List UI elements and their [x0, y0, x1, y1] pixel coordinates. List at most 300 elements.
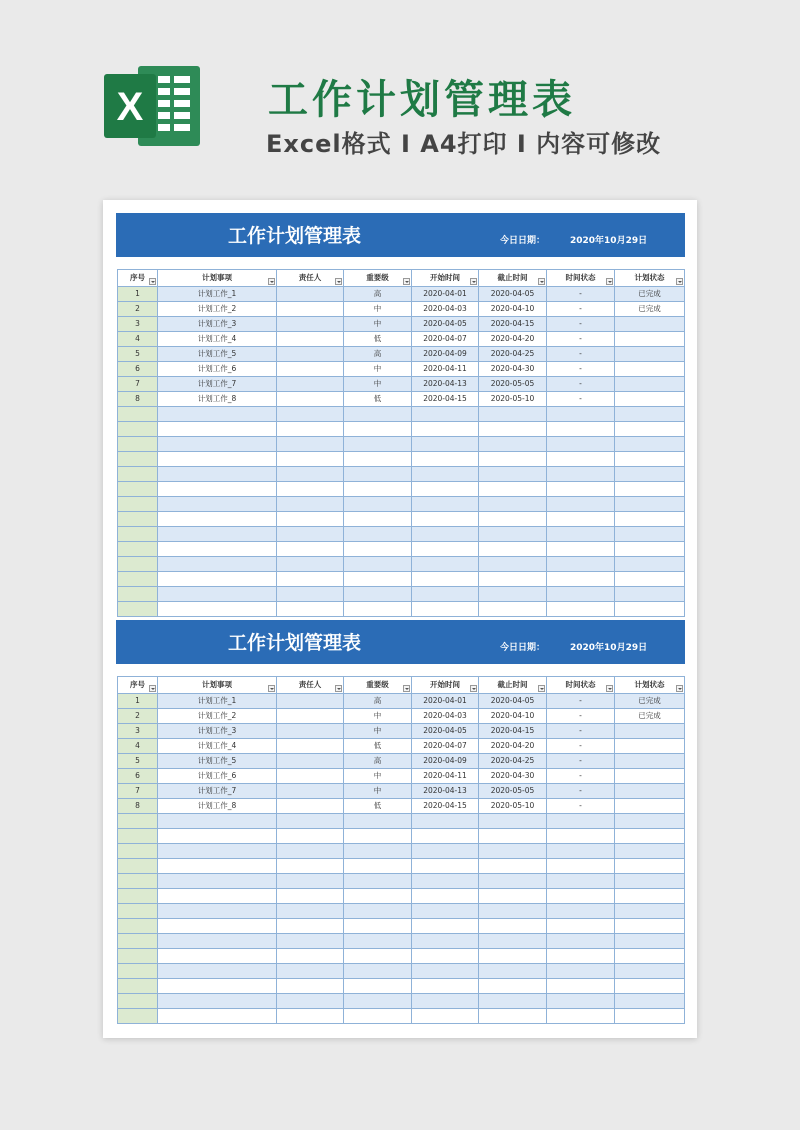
empty-cell[interactable]	[344, 587, 412, 602]
empty-cell[interactable]	[615, 497, 685, 512]
priority-cell[interactable]: 低	[344, 332, 412, 347]
empty-cell[interactable]	[547, 497, 615, 512]
empty-cell[interactable]	[344, 572, 412, 587]
empty-cell[interactable]	[158, 542, 277, 557]
priority-cell[interactable]: 高	[344, 694, 412, 709]
end-date-cell[interactable]: 2020-04-05	[479, 694, 547, 709]
filter-dropdown-icon[interactable]	[335, 278, 342, 285]
empty-cell[interactable]	[547, 527, 615, 542]
empty-cell[interactable]	[277, 557, 344, 572]
plan-item-cell[interactable]: 计划工作_4	[158, 739, 277, 754]
time-status-cell[interactable]: -	[547, 739, 615, 754]
row-index-cell[interactable]: 7	[118, 784, 158, 799]
empty-cell[interactable]	[344, 919, 412, 934]
plan-item-cell[interactable]: 计划工作_8	[158, 392, 277, 407]
empty-cell[interactable]	[277, 437, 344, 452]
priority-cell[interactable]: 中	[344, 784, 412, 799]
empty-cell[interactable]	[479, 829, 547, 844]
priority-cell[interactable]: 高	[344, 754, 412, 769]
empty-cell[interactable]	[158, 572, 277, 587]
empty-cell[interactable]	[412, 422, 479, 437]
plan-item-cell[interactable]: 计划工作_3	[158, 724, 277, 739]
empty-cell[interactable]	[118, 527, 158, 542]
empty-cell[interactable]	[547, 437, 615, 452]
empty-cell[interactable]	[277, 512, 344, 527]
empty-cell[interactable]	[118, 964, 158, 979]
plan-item-cell[interactable]: 计划工作_4	[158, 332, 277, 347]
empty-cell[interactable]	[277, 949, 344, 964]
owner-cell[interactable]	[277, 287, 344, 302]
plan-status-cell[interactable]: 已完成	[615, 694, 685, 709]
filter-dropdown-icon[interactable]	[538, 278, 545, 285]
empty-cell[interactable]	[344, 844, 412, 859]
empty-cell[interactable]	[277, 904, 344, 919]
empty-cell[interactable]	[118, 814, 158, 829]
plan-item-cell[interactable]: 计划工作_2	[158, 302, 277, 317]
priority-cell[interactable]: 中	[344, 377, 412, 392]
empty-cell[interactable]	[615, 919, 685, 934]
owner-cell[interactable]	[277, 392, 344, 407]
end-date-cell[interactable]: 2020-05-05	[479, 784, 547, 799]
empty-cell[interactable]	[547, 874, 615, 889]
time-status-cell[interactable]: -	[547, 287, 615, 302]
plan-item-cell[interactable]: 计划工作_3	[158, 317, 277, 332]
plan-status-cell[interactable]	[615, 769, 685, 784]
empty-cell[interactable]	[412, 452, 479, 467]
empty-cell[interactable]	[277, 467, 344, 482]
empty-cell[interactable]	[547, 814, 615, 829]
empty-cell[interactable]	[547, 949, 615, 964]
owner-cell[interactable]	[277, 694, 344, 709]
empty-cell[interactable]	[158, 482, 277, 497]
priority-cell[interactable]: 中	[344, 302, 412, 317]
empty-cell[interactable]	[547, 889, 615, 904]
empty-cell[interactable]	[344, 934, 412, 949]
start-date-cell[interactable]: 2020-04-11	[412, 769, 479, 784]
empty-cell[interactable]	[479, 527, 547, 542]
empty-cell[interactable]	[158, 964, 277, 979]
plan-item-cell[interactable]: 计划工作_5	[158, 347, 277, 362]
empty-cell[interactable]	[118, 874, 158, 889]
empty-cell[interactable]	[412, 557, 479, 572]
filter-dropdown-icon[interactable]	[538, 685, 545, 692]
empty-cell[interactable]	[615, 814, 685, 829]
empty-cell[interactable]	[547, 904, 615, 919]
empty-cell[interactable]	[547, 1009, 615, 1024]
empty-cell[interactable]	[277, 829, 344, 844]
empty-cell[interactable]	[158, 587, 277, 602]
end-date-cell[interactable]: 2020-04-25	[479, 347, 547, 362]
empty-cell[interactable]	[547, 452, 615, 467]
empty-cell[interactable]	[479, 407, 547, 422]
empty-cell[interactable]	[479, 874, 547, 889]
empty-cell[interactable]	[547, 979, 615, 994]
filter-dropdown-icon[interactable]	[676, 278, 683, 285]
empty-cell[interactable]	[615, 512, 685, 527]
filter-dropdown-icon[interactable]	[606, 685, 613, 692]
empty-cell[interactable]	[344, 437, 412, 452]
empty-cell[interactable]	[412, 482, 479, 497]
empty-cell[interactable]	[615, 874, 685, 889]
empty-cell[interactable]	[479, 844, 547, 859]
time-status-cell[interactable]: -	[547, 347, 615, 362]
empty-cell[interactable]	[158, 859, 277, 874]
empty-cell[interactable]	[412, 407, 479, 422]
empty-cell[interactable]	[344, 542, 412, 557]
empty-cell[interactable]	[277, 979, 344, 994]
plan-status-cell[interactable]	[615, 724, 685, 739]
start-date-cell[interactable]: 2020-04-07	[412, 332, 479, 347]
empty-cell[interactable]	[344, 904, 412, 919]
empty-cell[interactable]	[118, 904, 158, 919]
start-date-cell[interactable]: 2020-04-09	[412, 754, 479, 769]
empty-cell[interactable]	[158, 497, 277, 512]
row-index-cell[interactable]: 8	[118, 799, 158, 814]
empty-cell[interactable]	[158, 889, 277, 904]
plan-status-cell[interactable]	[615, 377, 685, 392]
empty-cell[interactable]	[158, 844, 277, 859]
empty-cell[interactable]	[118, 497, 158, 512]
empty-cell[interactable]	[118, 919, 158, 934]
empty-cell[interactable]	[479, 557, 547, 572]
priority-cell[interactable]: 高	[344, 287, 412, 302]
owner-cell[interactable]	[277, 377, 344, 392]
plan-status-cell[interactable]	[615, 332, 685, 347]
empty-cell[interactable]	[344, 964, 412, 979]
priority-cell[interactable]: 高	[344, 347, 412, 362]
start-date-cell[interactable]: 2020-04-05	[412, 317, 479, 332]
empty-cell[interactable]	[158, 602, 277, 617]
start-date-cell[interactable]: 2020-04-15	[412, 799, 479, 814]
empty-cell[interactable]	[277, 994, 344, 1009]
empty-cell[interactable]	[118, 587, 158, 602]
end-date-cell[interactable]: 2020-04-20	[479, 739, 547, 754]
empty-cell[interactable]	[344, 829, 412, 844]
priority-cell[interactable]: 低	[344, 799, 412, 814]
empty-cell[interactable]	[547, 859, 615, 874]
plan-item-cell[interactable]: 计划工作_2	[158, 709, 277, 724]
empty-cell[interactable]	[277, 934, 344, 949]
start-date-cell[interactable]: 2020-04-13	[412, 784, 479, 799]
time-status-cell[interactable]: -	[547, 784, 615, 799]
empty-cell[interactable]	[412, 994, 479, 1009]
empty-cell[interactable]	[158, 814, 277, 829]
empty-cell[interactable]	[479, 587, 547, 602]
empty-cell[interactable]	[158, 527, 277, 542]
empty-cell[interactable]	[615, 482, 685, 497]
empty-cell[interactable]	[615, 949, 685, 964]
empty-cell[interactable]	[118, 557, 158, 572]
filter-dropdown-icon[interactable]	[149, 685, 156, 692]
empty-cell[interactable]	[344, 452, 412, 467]
plan-item-cell[interactable]: 计划工作_1	[158, 694, 277, 709]
empty-cell[interactable]	[344, 602, 412, 617]
time-status-cell[interactable]: -	[547, 754, 615, 769]
empty-cell[interactable]	[412, 904, 479, 919]
plan-status-cell[interactable]	[615, 392, 685, 407]
row-index-cell[interactable]: 6	[118, 362, 158, 377]
empty-cell[interactable]	[277, 1009, 344, 1024]
priority-cell[interactable]: 中	[344, 317, 412, 332]
plan-status-cell[interactable]	[615, 799, 685, 814]
empty-cell[interactable]	[615, 407, 685, 422]
empty-cell[interactable]	[479, 904, 547, 919]
empty-cell[interactable]	[344, 512, 412, 527]
end-date-cell[interactable]: 2020-05-10	[479, 799, 547, 814]
empty-cell[interactable]	[615, 979, 685, 994]
row-index-cell[interactable]: 2	[118, 709, 158, 724]
empty-cell[interactable]	[118, 512, 158, 527]
empty-cell[interactable]	[547, 512, 615, 527]
empty-cell[interactable]	[615, 859, 685, 874]
empty-cell[interactable]	[277, 527, 344, 542]
empty-cell[interactable]	[158, 452, 277, 467]
time-status-cell[interactable]: -	[547, 724, 615, 739]
filter-dropdown-icon[interactable]	[676, 685, 683, 692]
filter-dropdown-icon[interactable]	[606, 278, 613, 285]
empty-cell[interactable]	[158, 422, 277, 437]
empty-cell[interactable]	[547, 557, 615, 572]
empty-cell[interactable]	[412, 964, 479, 979]
time-status-cell[interactable]: -	[547, 769, 615, 784]
empty-cell[interactable]	[412, 587, 479, 602]
time-status-cell[interactable]: -	[547, 362, 615, 377]
empty-cell[interactable]	[118, 979, 158, 994]
empty-cell[interactable]	[158, 1009, 277, 1024]
empty-cell[interactable]	[479, 437, 547, 452]
plan-item-cell[interactable]: 计划工作_6	[158, 362, 277, 377]
empty-cell[interactable]	[344, 482, 412, 497]
empty-cell[interactable]	[479, 934, 547, 949]
plan-status-cell[interactable]	[615, 347, 685, 362]
empty-cell[interactable]	[344, 814, 412, 829]
row-index-cell[interactable]: 6	[118, 769, 158, 784]
empty-cell[interactable]	[158, 407, 277, 422]
start-date-cell[interactable]: 2020-04-03	[412, 302, 479, 317]
plan-status-cell[interactable]	[615, 754, 685, 769]
empty-cell[interactable]	[412, 934, 479, 949]
owner-cell[interactable]	[277, 709, 344, 724]
time-status-cell[interactable]: -	[547, 392, 615, 407]
end-date-cell[interactable]: 2020-04-30	[479, 769, 547, 784]
owner-cell[interactable]	[277, 302, 344, 317]
empty-cell[interactable]	[547, 587, 615, 602]
empty-cell[interactable]	[118, 934, 158, 949]
empty-cell[interactable]	[158, 949, 277, 964]
empty-cell[interactable]	[479, 919, 547, 934]
time-status-cell[interactable]: -	[547, 377, 615, 392]
empty-cell[interactable]	[615, 527, 685, 542]
empty-cell[interactable]	[615, 994, 685, 1009]
end-date-cell[interactable]: 2020-05-10	[479, 392, 547, 407]
empty-cell[interactable]	[412, 949, 479, 964]
row-index-cell[interactable]: 8	[118, 392, 158, 407]
empty-cell[interactable]	[412, 859, 479, 874]
empty-cell[interactable]	[344, 859, 412, 874]
empty-cell[interactable]	[412, 919, 479, 934]
empty-cell[interactable]	[118, 844, 158, 859]
owner-cell[interactable]	[277, 754, 344, 769]
empty-cell[interactable]	[615, 829, 685, 844]
empty-cell[interactable]	[158, 979, 277, 994]
owner-cell[interactable]	[277, 784, 344, 799]
owner-cell[interactable]	[277, 347, 344, 362]
empty-cell[interactable]	[412, 602, 479, 617]
empty-cell[interactable]	[615, 844, 685, 859]
empty-cell[interactable]	[547, 844, 615, 859]
start-date-cell[interactable]: 2020-04-09	[412, 347, 479, 362]
empty-cell[interactable]	[118, 572, 158, 587]
empty-cell[interactable]	[615, 587, 685, 602]
empty-cell[interactable]	[479, 572, 547, 587]
row-index-cell[interactable]: 1	[118, 287, 158, 302]
filter-dropdown-icon[interactable]	[268, 278, 275, 285]
empty-cell[interactable]	[158, 829, 277, 844]
owner-cell[interactable]	[277, 739, 344, 754]
empty-cell[interactable]	[547, 542, 615, 557]
plan-status-cell[interactable]: 已完成	[615, 287, 685, 302]
plan-status-cell[interactable]	[615, 739, 685, 754]
empty-cell[interactable]	[412, 844, 479, 859]
empty-cell[interactable]	[615, 889, 685, 904]
row-index-cell[interactable]: 1	[118, 694, 158, 709]
empty-cell[interactable]	[479, 994, 547, 1009]
empty-cell[interactable]	[412, 889, 479, 904]
empty-cell[interactable]	[118, 889, 158, 904]
end-date-cell[interactable]: 2020-05-05	[479, 377, 547, 392]
empty-cell[interactable]	[158, 994, 277, 1009]
priority-cell[interactable]: 中	[344, 769, 412, 784]
empty-cell[interactable]	[479, 422, 547, 437]
empty-cell[interactable]	[547, 829, 615, 844]
empty-cell[interactable]	[412, 814, 479, 829]
empty-cell[interactable]	[277, 587, 344, 602]
empty-cell[interactable]	[118, 422, 158, 437]
row-index-cell[interactable]: 7	[118, 377, 158, 392]
empty-cell[interactable]	[344, 979, 412, 994]
empty-cell[interactable]	[344, 557, 412, 572]
empty-cell[interactable]	[158, 557, 277, 572]
empty-cell[interactable]	[479, 859, 547, 874]
empty-cell[interactable]	[479, 512, 547, 527]
empty-cell[interactable]	[479, 964, 547, 979]
end-date-cell[interactable]: 2020-04-10	[479, 709, 547, 724]
empty-cell[interactable]	[277, 452, 344, 467]
end-date-cell[interactable]: 2020-04-30	[479, 362, 547, 377]
empty-cell[interactable]	[344, 422, 412, 437]
start-date-cell[interactable]: 2020-04-07	[412, 739, 479, 754]
start-date-cell[interactable]: 2020-04-05	[412, 724, 479, 739]
owner-cell[interactable]	[277, 362, 344, 377]
row-index-cell[interactable]: 5	[118, 754, 158, 769]
empty-cell[interactable]	[158, 874, 277, 889]
start-date-cell[interactable]: 2020-04-01	[412, 287, 479, 302]
empty-cell[interactable]	[479, 889, 547, 904]
empty-cell[interactable]	[118, 829, 158, 844]
empty-cell[interactable]	[118, 437, 158, 452]
empty-cell[interactable]	[479, 949, 547, 964]
time-status-cell[interactable]: -	[547, 799, 615, 814]
empty-cell[interactable]	[547, 482, 615, 497]
empty-cell[interactable]	[344, 407, 412, 422]
start-date-cell[interactable]: 2020-04-01	[412, 694, 479, 709]
empty-cell[interactable]	[412, 437, 479, 452]
empty-cell[interactable]	[118, 949, 158, 964]
empty-cell[interactable]	[412, 542, 479, 557]
empty-cell[interactable]	[118, 452, 158, 467]
empty-cell[interactable]	[277, 889, 344, 904]
plan-item-cell[interactable]: 计划工作_5	[158, 754, 277, 769]
empty-cell[interactable]	[412, 829, 479, 844]
empty-cell[interactable]	[158, 467, 277, 482]
empty-cell[interactable]	[158, 437, 277, 452]
plan-item-cell[interactable]: 计划工作_7	[158, 377, 277, 392]
time-status-cell[interactable]: -	[547, 709, 615, 724]
end-date-cell[interactable]: 2020-04-25	[479, 754, 547, 769]
empty-cell[interactable]	[158, 934, 277, 949]
empty-cell[interactable]	[479, 452, 547, 467]
empty-cell[interactable]	[277, 874, 344, 889]
plan-item-cell[interactable]: 计划工作_7	[158, 784, 277, 799]
empty-cell[interactable]	[277, 919, 344, 934]
row-index-cell[interactable]: 3	[118, 724, 158, 739]
empty-cell[interactable]	[547, 919, 615, 934]
empty-cell[interactable]	[344, 1009, 412, 1024]
plan-status-cell[interactable]	[615, 317, 685, 332]
empty-cell[interactable]	[479, 979, 547, 994]
empty-cell[interactable]	[277, 964, 344, 979]
priority-cell[interactable]: 中	[344, 709, 412, 724]
row-index-cell[interactable]: 4	[118, 332, 158, 347]
row-index-cell[interactable]: 2	[118, 302, 158, 317]
empty-cell[interactable]	[615, 602, 685, 617]
empty-cell[interactable]	[479, 542, 547, 557]
empty-cell[interactable]	[547, 407, 615, 422]
empty-cell[interactable]	[344, 994, 412, 1009]
empty-cell[interactable]	[118, 994, 158, 1009]
time-status-cell[interactable]: -	[547, 302, 615, 317]
empty-cell[interactable]	[158, 512, 277, 527]
empty-cell[interactable]	[277, 422, 344, 437]
empty-cell[interactable]	[118, 1009, 158, 1024]
empty-cell[interactable]	[479, 497, 547, 512]
owner-cell[interactable]	[277, 724, 344, 739]
empty-cell[interactable]	[615, 437, 685, 452]
empty-cell[interactable]	[344, 874, 412, 889]
row-index-cell[interactable]: 5	[118, 347, 158, 362]
time-status-cell[interactable]: -	[547, 694, 615, 709]
filter-dropdown-icon[interactable]	[403, 685, 410, 692]
empty-cell[interactable]	[615, 904, 685, 919]
empty-cell[interactable]	[344, 467, 412, 482]
plan-status-cell[interactable]: 已完成	[615, 709, 685, 724]
plan-status-cell[interactable]	[615, 362, 685, 377]
end-date-cell[interactable]: 2020-04-20	[479, 332, 547, 347]
priority-cell[interactable]: 低	[344, 739, 412, 754]
filter-dropdown-icon[interactable]	[149, 278, 156, 285]
empty-cell[interactable]	[615, 572, 685, 587]
empty-cell[interactable]	[412, 1009, 479, 1024]
row-index-cell[interactable]: 4	[118, 739, 158, 754]
filter-dropdown-icon[interactable]	[470, 685, 477, 692]
priority-cell[interactable]: 低	[344, 392, 412, 407]
empty-cell[interactable]	[615, 452, 685, 467]
empty-cell[interactable]	[277, 844, 344, 859]
empty-cell[interactable]	[412, 527, 479, 542]
empty-cell[interactable]	[412, 979, 479, 994]
end-date-cell[interactable]: 2020-04-15	[479, 317, 547, 332]
empty-cell[interactable]	[277, 602, 344, 617]
